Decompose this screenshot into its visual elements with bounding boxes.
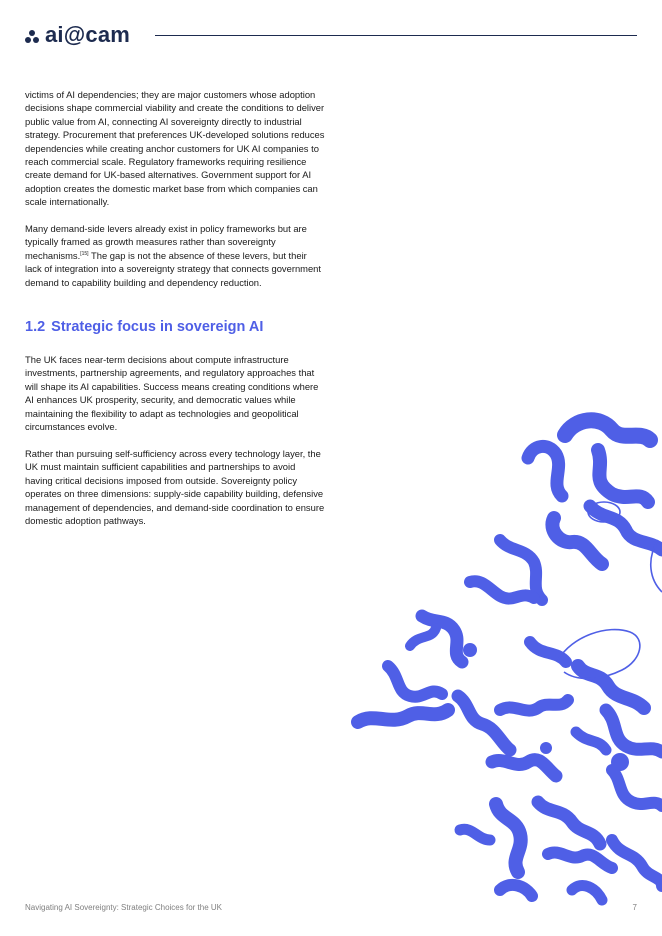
paragraph-3: The UK faces near-term decisions about compute infrastructure investments, partnership agreements, and regulatory approaches that will shape its AI capabilities. Success means creating conditions where AI enhances UK prosperity, security, and democratic values while maintaining the flexibility to adapt as technologies and geopolitical circumstances evolve. bbox=[25, 354, 319, 433]
section-heading bbox=[25, 319, 325, 335]
main-content bbox=[25, 88, 325, 541]
paragraph-4: Rather than pursuing self-sufficiency across every technology layer, the UK must maintain sufficient capabilities and partnerships to avoid having critical decisions imposed from outside. Sovereignty policy operates on three dimensions: supply-side capability building, defensive management of dependencies, and demand-side coordination to ensure domestic adoption pathways. bbox=[25, 447, 325, 526]
footer-page-number: 7 bbox=[632, 903, 637, 912]
reference-marker[interactable]: [15] bbox=[80, 250, 89, 257]
paragraph-2: Many demand-side levers already exist in policy frameworks but are typically framed as growth measures rather than sovereignty mechanisms.[15] The gap is not the absence of these levers, but their lack of integration into a sovereignty strategy that connects government demand to capability building and dependency reduction. bbox=[25, 223, 321, 288]
section-number: 1.2 bbox=[25, 319, 46, 336]
section-title: Strategic focus in sovereign AI bbox=[51, 319, 264, 336]
paragraph-1: victims of AI dependencies; they are major customers whose adoption decisions shape commercial viability and create the conditions to deliver public value from AI, connecting AI sovereignty directly to industrial strategy. Procurement that preferences UK-developed solutions reduces dependencies while creating anchor customers for UK AI companies to reach commercial scale. Regulatory frameworks requiring resilience create demand for UK-based alternatives. Government support for AI adoption creates the domestic market base from which companies can scale internationally. bbox=[25, 89, 325, 208]
footer-document-title: Navigating AI Sovereignty: Strategic Choices for the UK bbox=[25, 903, 222, 912]
brand-logo: ai@cam bbox=[45, 22, 131, 47]
decorative-blob-pattern bbox=[350, 410, 662, 910]
logo-dots-icon bbox=[25, 30, 41, 44]
page-header bbox=[25, 24, 637, 48]
header-divider bbox=[155, 35, 637, 36]
